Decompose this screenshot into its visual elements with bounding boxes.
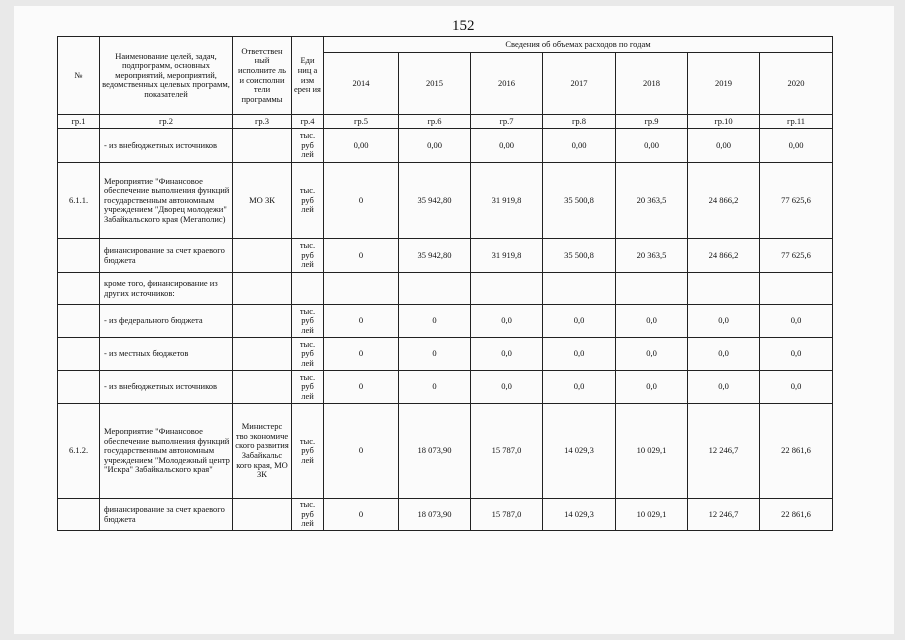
row-value-cell: 0 <box>399 338 471 371</box>
row-unit-cell: тыс. руб лей <box>292 404 324 499</box>
row-name-cell: - из местных бюджетов <box>100 338 233 371</box>
table-row <box>58 338 833 371</box>
row-responsible-cell <box>233 499 292 531</box>
page-number: 152 <box>452 18 475 34</box>
row-unit-cell: тыс. руб лей <box>292 499 324 531</box>
row-responsible-cell <box>233 239 292 273</box>
row-value-cell: 24 866,2 <box>688 239 760 273</box>
row-unit-cell: тыс. руб лей <box>292 129 324 163</box>
row-value-cell: 0 <box>399 371 471 404</box>
row-value-cell: 18 073,90 <box>399 499 471 531</box>
row-value-cell: 0,00 <box>543 129 616 163</box>
row-responsible-cell <box>233 338 292 371</box>
row-number-cell <box>58 338 100 371</box>
row-number-cell <box>58 499 100 531</box>
row-value-cell: 0,0 <box>543 338 616 371</box>
row-responsible-cell <box>233 371 292 404</box>
row-responsible-cell <box>233 273 292 305</box>
column-number: гр.8 <box>543 115 616 129</box>
column-number: гр.1 <box>58 115 100 129</box>
row-value-cell: 0,0 <box>760 305 833 338</box>
header-year: 2017 <box>543 53 616 115</box>
row-value-cell: 77 625,6 <box>760 163 833 239</box>
row-number-cell <box>58 129 100 163</box>
header-year: 2020 <box>760 53 833 115</box>
row-value-cell: 0 <box>324 499 399 531</box>
header-responsible: Ответствен ный исполните ль и соисполни тели программы <box>233 37 292 115</box>
table-row <box>58 163 833 239</box>
table-row <box>58 404 833 499</box>
row-value-cell: 22 861,6 <box>760 499 833 531</box>
row-name-cell: - из внебюджетных источников <box>100 371 233 404</box>
row-value-cell: 35 500,8 <box>543 239 616 273</box>
row-value-cell <box>324 273 399 305</box>
column-number: гр.3 <box>233 115 292 129</box>
table-row <box>58 371 833 404</box>
row-unit-cell <box>292 273 324 305</box>
row-value-cell <box>688 273 760 305</box>
row-value-cell: 0,0 <box>616 338 688 371</box>
row-value-cell: 35 942,80 <box>399 239 471 273</box>
row-value-cell: 0 <box>324 371 399 404</box>
column-number: гр.10 <box>688 115 760 129</box>
row-responsible-cell: Министерс тво экономиче ского развития Забайкальс кого края, МО ЗК <box>233 404 292 499</box>
row-responsible-cell <box>233 129 292 163</box>
row-value-cell: 31 919,8 <box>471 239 543 273</box>
row-name-cell: финансирование за счет краевого бюджета <box>100 239 233 273</box>
row-value-cell: 0,0 <box>543 371 616 404</box>
row-value-cell: 20 363,5 <box>616 163 688 239</box>
row-number-cell: 6.1.1. <box>58 163 100 239</box>
column-number: гр.2 <box>100 115 233 129</box>
table-row <box>58 239 833 273</box>
row-value-cell: 35 942,80 <box>399 163 471 239</box>
row-value-cell: 0,00 <box>399 129 471 163</box>
row-value-cell: 15 787,0 <box>471 499 543 531</box>
row-value-cell: 0,0 <box>543 305 616 338</box>
row-unit-cell: тыс. руб лей <box>292 305 324 338</box>
row-value-cell <box>760 273 833 305</box>
row-value-cell: 0,0 <box>616 305 688 338</box>
row-value-cell: 35 500,8 <box>543 163 616 239</box>
table-row <box>58 273 833 305</box>
row-unit-cell: тыс. руб лей <box>292 239 324 273</box>
header-expenses-group: Сведения об объемах расходов по годам <box>324 37 833 53</box>
column-number: гр.9 <box>616 115 688 129</box>
row-value-cell: 10 029,1 <box>616 404 688 499</box>
row-value-cell: 0,00 <box>688 129 760 163</box>
row-value-cell: 0 <box>324 239 399 273</box>
row-value-cell: 10 029,1 <box>616 499 688 531</box>
row-value-cell: 0,00 <box>760 129 833 163</box>
row-value-cell: 0,00 <box>324 129 399 163</box>
column-number: гр.6 <box>399 115 471 129</box>
header-year: 2014 <box>324 53 399 115</box>
row-value-cell <box>543 273 616 305</box>
row-value-cell: 15 787,0 <box>471 404 543 499</box>
row-responsible-cell <box>233 305 292 338</box>
row-number-cell <box>58 273 100 305</box>
row-number-cell <box>58 305 100 338</box>
expenses-table <box>57 36 833 531</box>
row-value-cell: 22 861,6 <box>760 404 833 499</box>
row-value-cell: 0 <box>324 338 399 371</box>
row-number-cell: 6.1.2. <box>58 404 100 499</box>
row-responsible-cell: МО ЗК <box>233 163 292 239</box>
row-value-cell: 12 246,7 <box>688 499 760 531</box>
row-value-cell: 0 <box>324 305 399 338</box>
column-number: гр.4 <box>292 115 324 129</box>
row-value-cell: 14 029,3 <box>543 404 616 499</box>
header-year: 2018 <box>616 53 688 115</box>
row-unit-cell: тыс. руб лей <box>292 338 324 371</box>
row-number-cell <box>58 371 100 404</box>
row-name-cell: - из федерального бюджета <box>100 305 233 338</box>
column-number: гр.7 <box>471 115 543 129</box>
header-year: 2019 <box>688 53 760 115</box>
row-value-cell: 14 029,3 <box>543 499 616 531</box>
row-value-cell <box>471 273 543 305</box>
row-value-cell: 0,0 <box>760 338 833 371</box>
row-name-cell: - из внебюджетных источников <box>100 129 233 163</box>
row-value-cell: 20 363,5 <box>616 239 688 273</box>
row-name-cell: финансирование за счет краевого бюджета <box>100 499 233 531</box>
row-value-cell <box>399 273 471 305</box>
row-value-cell <box>616 273 688 305</box>
row-value-cell: 0,0 <box>688 338 760 371</box>
row-value-cell: 0 <box>399 305 471 338</box>
row-value-cell: 0,0 <box>471 338 543 371</box>
row-value-cell: 0 <box>324 163 399 239</box>
row-unit-cell: тыс. руб лей <box>292 163 324 239</box>
header-year: 2016 <box>471 53 543 115</box>
row-value-cell: 0,0 <box>471 371 543 404</box>
row-name-cell: кроме того, финансирование из других источников: <box>100 273 233 305</box>
row-value-cell: 0,00 <box>616 129 688 163</box>
row-number-cell <box>58 239 100 273</box>
row-value-cell: 0,0 <box>688 371 760 404</box>
row-value-cell: 0 <box>324 404 399 499</box>
header-unit: Еди ниц а изм ерен ия <box>292 37 324 115</box>
row-name-cell: Мероприятие "Финансовое обеспечение выполнения функций государственным автономным учреждением "Молодежный центр "Искра" Забайкальского края" <box>100 404 233 499</box>
row-value-cell: 24 866,2 <box>688 163 760 239</box>
header-name: Наименование целей, задач, подпрограмм, основных мероприятий, мероприятий, ведомственных целевых программ, показателей <box>100 37 233 115</box>
row-value-cell: 18 073,90 <box>399 404 471 499</box>
table-row <box>58 129 833 163</box>
row-value-cell: 12 246,7 <box>688 404 760 499</box>
row-value-cell: 31 919,8 <box>471 163 543 239</box>
row-unit-cell: тыс. руб лей <box>292 371 324 404</box>
row-value-cell: 0,0 <box>760 371 833 404</box>
row-value-cell: 0,00 <box>471 129 543 163</box>
row-name-cell: Мероприятие "Финансовое обеспечение выполнения функций государственным автономным учреждением "Дворец молодежи" Забайкальского края (Мегаполис) <box>100 163 233 239</box>
table-row <box>58 305 833 338</box>
row-value-cell: 0,0 <box>688 305 760 338</box>
header-year: 2015 <box>399 53 471 115</box>
column-number: гр.11 <box>760 115 833 129</box>
row-value-cell: 0,0 <box>471 305 543 338</box>
column-number: гр.5 <box>324 115 399 129</box>
header-num: № <box>58 37 100 115</box>
table-row <box>58 499 833 531</box>
row-value-cell: 0,0 <box>616 371 688 404</box>
row-value-cell: 77 625,6 <box>760 239 833 273</box>
